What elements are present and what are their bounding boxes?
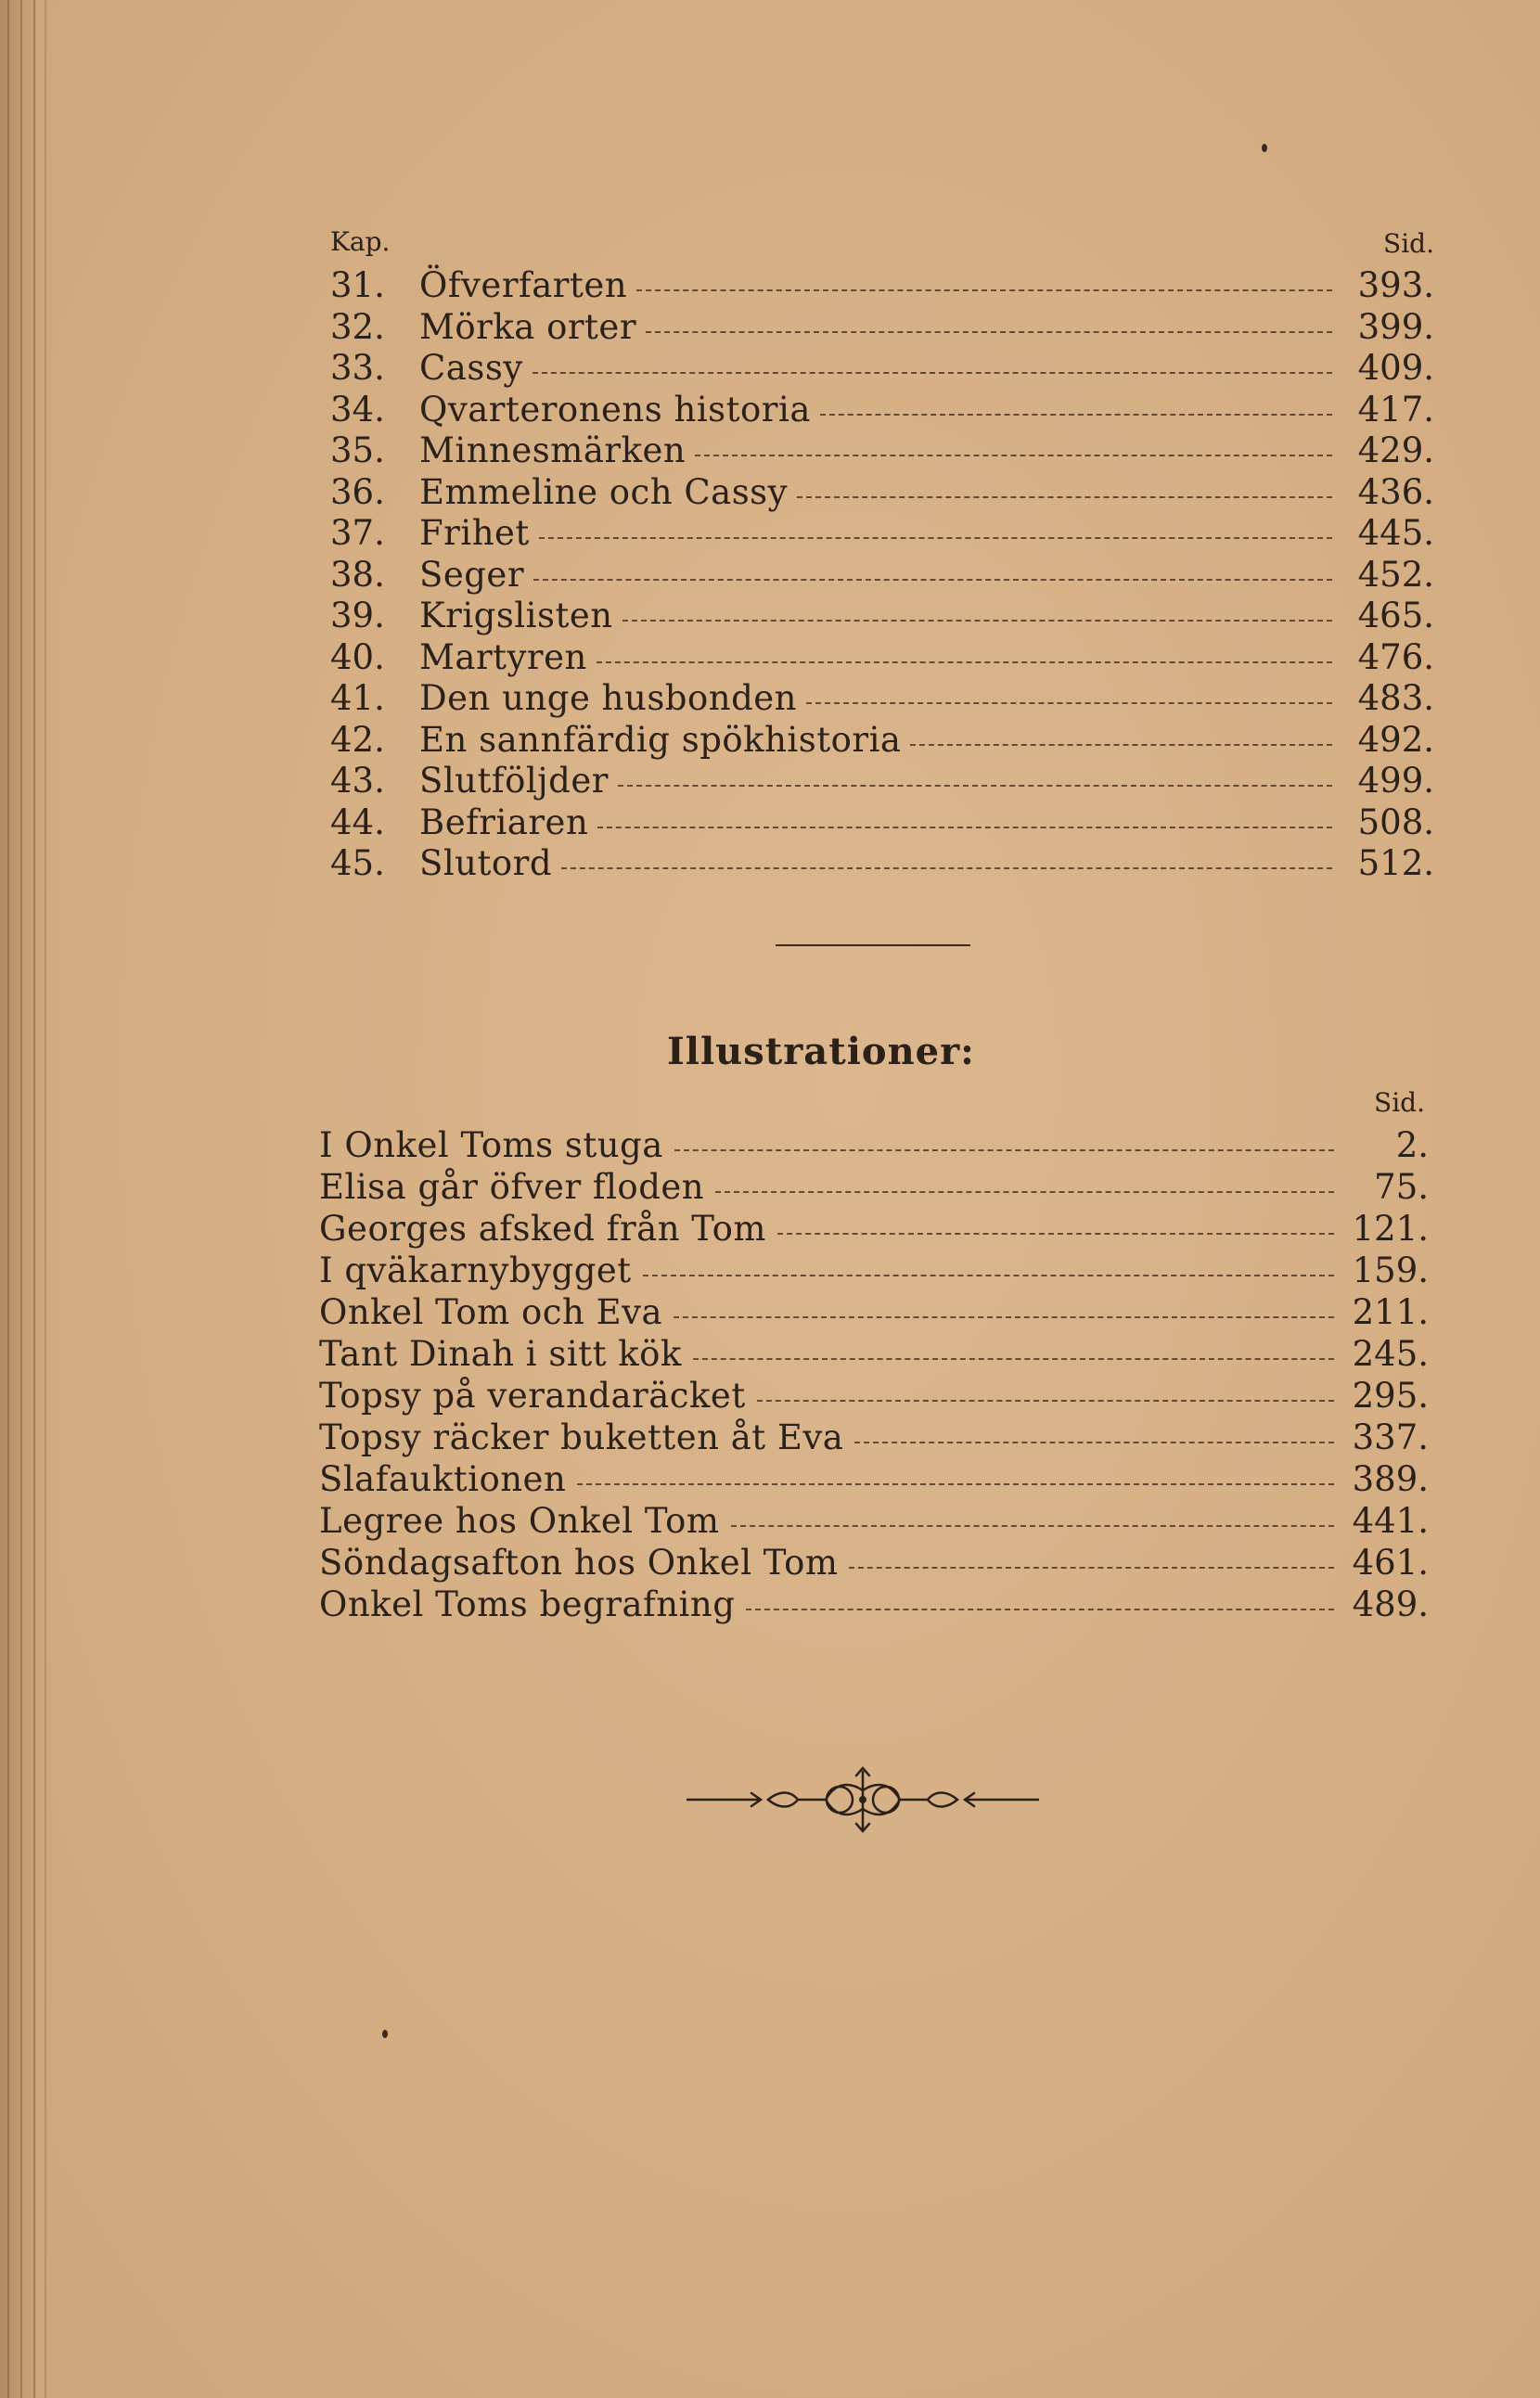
dot-leader [757, 1400, 1334, 1402]
chapter-line [419, 761, 1434, 802]
chapter-list [330, 265, 1434, 885]
illustration-title: I Onkel Toms stuga [319, 1125, 663, 1165]
chapter-line [419, 430, 1434, 472]
illustration-page-number: 75. [1374, 1167, 1429, 1207]
chapter-page-number: 429. [1357, 430, 1434, 470]
chapter-page-number: 508. [1357, 801, 1434, 842]
illustration-title: Onkel Tom och Eva [319, 1292, 663, 1332]
dot-leader [674, 1149, 1334, 1151]
illustration-entry [319, 1250, 1429, 1291]
chapter-page-number: 483. [1357, 678, 1434, 718]
chapter-page-number: 409. [1357, 348, 1434, 388]
chapter-number: 38. [330, 554, 385, 595]
illustration-entry [319, 1584, 1429, 1625]
illustration-page-number: 159. [1352, 1250, 1429, 1290]
dot-leader [533, 372, 1332, 374]
chapter-page-number: 452. [1357, 554, 1434, 595]
illustration-page-number: 211. [1352, 1292, 1429, 1332]
chapter-line [419, 348, 1434, 390]
chapter-number: 33. [330, 348, 385, 388]
dot-leader [910, 744, 1332, 746]
chapter-entry [330, 348, 1434, 390]
dot-leader [797, 496, 1332, 498]
illustrations-header-row [319, 1078, 1429, 1124]
chapter-number: 39. [330, 596, 385, 635]
chapter-line [419, 265, 1434, 307]
illustration-page-number: 2. [1395, 1125, 1429, 1165]
illustration-page-number: 441. [1352, 1501, 1429, 1541]
chapter-line [419, 637, 1434, 679]
chapter-title: Befriaren [419, 801, 589, 842]
dot-leader [577, 1483, 1334, 1485]
dot-leader [849, 1567, 1334, 1569]
chapter-title: Krigslisten [419, 596, 613, 635]
chapter-page-number: 476. [1357, 636, 1434, 677]
spine-crease [45, 0, 46, 2398]
illustration-entry [319, 1458, 1429, 1500]
dot-leader [597, 661, 1332, 663]
illustration-page-number: 461. [1352, 1543, 1429, 1583]
illustration-title: Slafauktionen [319, 1459, 567, 1499]
chapter-line [419, 596, 1434, 637]
illustration-entry [319, 1333, 1429, 1375]
chapter-entry [330, 761, 1434, 802]
chapter-title: Frihet [419, 513, 530, 553]
illustrations-heading: Illustrationer: [667, 1030, 975, 1073]
chapter-title: Martyren [419, 636, 587, 677]
illustration-page-number: 121. [1352, 1209, 1429, 1249]
chapter-number: 36. [330, 471, 385, 512]
page-column-header: Sid. [1383, 228, 1434, 259]
chapter-line [419, 802, 1434, 844]
chapter-entry [330, 678, 1434, 720]
chapter-page-number: 417. [1357, 389, 1434, 430]
dot-leader [646, 331, 1332, 333]
illustration-entry [319, 1291, 1429, 1333]
dot-leader [695, 455, 1332, 456]
dot-leader [693, 1358, 1334, 1360]
dot-leader [533, 579, 1332, 581]
decorative-ornament-icon [687, 1763, 1039, 1837]
chapter-line [419, 720, 1434, 762]
illustration-entry [319, 1542, 1429, 1584]
illustration-entry [319, 1375, 1429, 1417]
chapter-title: Cassy [419, 348, 523, 388]
chapter-number: 43. [330, 761, 385, 801]
illustration-title: Söndagsafton hos Onkel Tom [319, 1543, 839, 1583]
chapter-title: Slutord [419, 843, 553, 883]
chapter-line [419, 390, 1434, 431]
chapter-number: 32. [330, 306, 385, 347]
section-divider [776, 944, 970, 946]
ink-speck [1262, 144, 1267, 152]
ink-speck [382, 2030, 388, 2038]
chapter-entry [330, 513, 1434, 555]
chapter-page-number: 436. [1357, 471, 1434, 512]
illustration-entry [319, 1166, 1429, 1208]
toc-header-row [330, 219, 1434, 265]
chapter-column-header: Kap. [330, 226, 391, 257]
chapter-entry [330, 472, 1434, 514]
chapter-entry [330, 430, 1434, 472]
dot-leader [561, 867, 1332, 869]
illustration-title: I qväkarnybygget [319, 1250, 632, 1290]
dot-leader [539, 537, 1332, 539]
chapter-line [419, 513, 1434, 555]
chapter-title: Öfverfarten [419, 265, 628, 305]
chapter-entry [330, 390, 1434, 431]
chapter-page-number: 445. [1357, 513, 1434, 553]
illustration-title: Topsy räcker buketten åt Eva [319, 1417, 844, 1457]
dot-leader [597, 827, 1332, 828]
chapter-line [419, 472, 1434, 514]
dot-leader [622, 620, 1332, 622]
illustrations-page-column-header: Sid. [1374, 1087, 1425, 1118]
dot-leader [643, 1275, 1334, 1276]
dot-leader [674, 1316, 1334, 1318]
dot-leader [731, 1525, 1335, 1527]
illustration-entry [319, 1208, 1429, 1250]
illustration-page-number: 245. [1352, 1334, 1429, 1374]
table-of-contents [330, 219, 1434, 885]
dot-leader [715, 1191, 1334, 1193]
illustration-entry [319, 1500, 1429, 1542]
illustration-title: Tant Dinah i sitt kök [319, 1334, 682, 1374]
chapter-number: 31. [330, 265, 385, 305]
chapter-entry [330, 720, 1434, 762]
chapter-page-number: 492. [1357, 719, 1434, 760]
chapter-number: 34. [330, 389, 385, 430]
illustrations-list [319, 1124, 1429, 1625]
dot-leader [820, 414, 1332, 416]
illustration-title: Onkel Toms begrafning [319, 1584, 736, 1624]
illustration-page-number: 489. [1352, 1584, 1429, 1624]
dot-leader [777, 1233, 1334, 1235]
chapter-title: Slutföljder [419, 761, 609, 801]
chapter-page-number: 499. [1357, 761, 1434, 801]
spine-crease [20, 0, 22, 2398]
chapter-line [419, 843, 1434, 885]
chapter-number: 44. [330, 801, 385, 842]
chapter-title: Seger [419, 554, 525, 595]
illustration-page-number: 389. [1352, 1459, 1429, 1499]
illustrations-list-section [319, 1078, 1429, 1625]
chapter-number: 45. [330, 843, 385, 883]
chapter-page-number: 465. [1357, 596, 1434, 635]
chapter-title: Den unge husbonden [419, 678, 798, 718]
chapter-line [419, 307, 1434, 349]
dot-leader [618, 785, 1332, 787]
illustration-entry [319, 1417, 1429, 1458]
illustration-title: Topsy på verandaräcket [319, 1376, 746, 1416]
illustration-title: Legree hos Onkel Tom [319, 1501, 720, 1541]
illustration-page-number: 295. [1352, 1376, 1429, 1416]
illustration-title: Georges afsked från Tom [319, 1209, 766, 1249]
dot-leader [854, 1442, 1334, 1443]
dot-leader [746, 1609, 1334, 1610]
chapter-entry [330, 637, 1434, 679]
chapter-page-number: 393. [1357, 265, 1434, 305]
chapter-title: En sannfärdig spökhistoria [419, 719, 902, 760]
chapter-entry [330, 843, 1434, 885]
chapter-number: 35. [330, 430, 385, 470]
illustration-title: Elisa går öfver floden [319, 1167, 705, 1207]
chapter-entry [330, 555, 1434, 596]
chapter-title: Minnesmärken [419, 430, 687, 470]
chapter-number: 42. [330, 719, 385, 760]
chapter-title: Mörka orter [419, 306, 637, 347]
chapter-entry [330, 307, 1434, 349]
chapter-title: Emmeline och Cassy [419, 471, 789, 512]
chapter-entry [330, 265, 1434, 307]
dot-leader [636, 289, 1332, 291]
chapter-line [419, 678, 1434, 720]
chapter-number: 37. [330, 513, 385, 553]
spine-crease [7, 0, 9, 2398]
chapter-entry [330, 802, 1434, 844]
chapter-entry [330, 596, 1434, 637]
chapter-line [419, 555, 1434, 596]
chapter-page-number: 512. [1357, 843, 1434, 883]
spine-crease [33, 0, 35, 2398]
dot-leader [806, 702, 1332, 704]
illustration-page-number: 337. [1352, 1417, 1429, 1457]
chapter-page-number: 399. [1357, 306, 1434, 347]
chapter-number: 40. [330, 636, 385, 677]
chapter-title: Qvarteronens historia [419, 389, 811, 430]
illustration-entry [319, 1124, 1429, 1166]
chapter-number: 41. [330, 678, 385, 718]
